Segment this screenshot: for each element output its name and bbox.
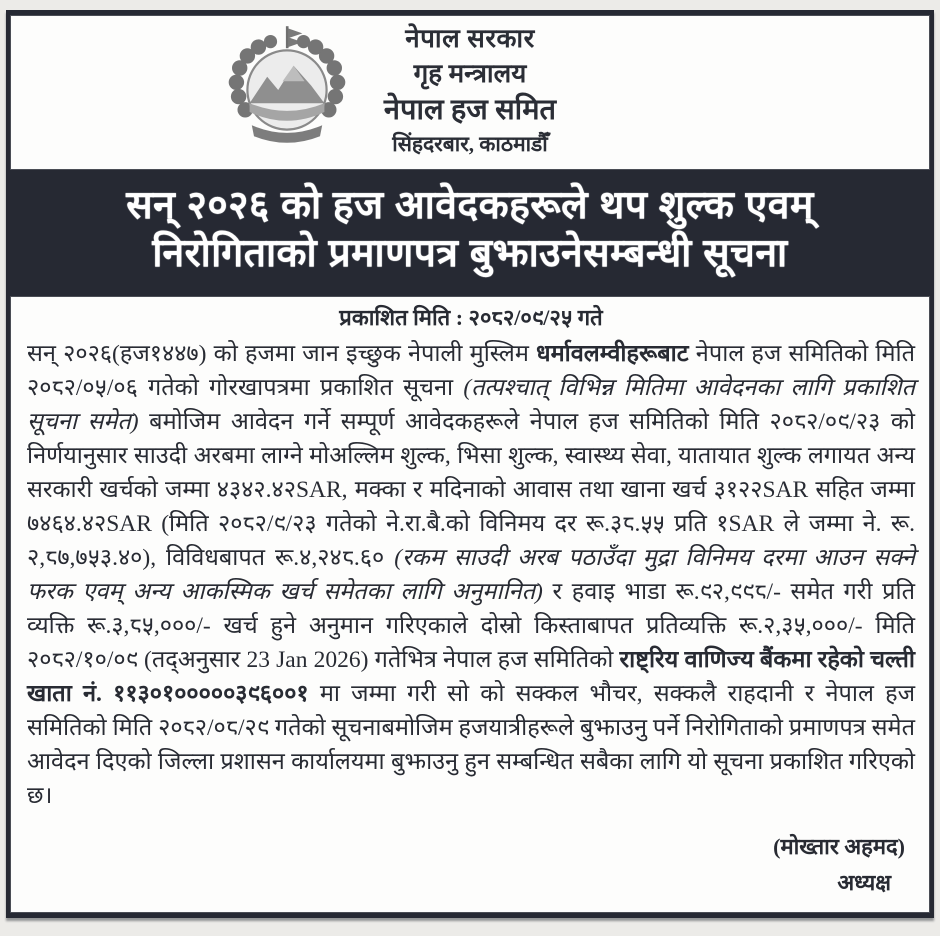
body-text-run: सन् २०२६(हज१४४७) को हजमा जान इच्छुक नेपाली मुस्लिम: [27, 341, 537, 367]
body-text-run: र हवाइ भाडा रू.९२,९९८/- समेत गरी प्रति व्यक्ति रू.३,८५,०००/- खर्च हुने अनुमान गरिएकाले दोस्रो किस्ताबापत प्रतिव्यक्ति रू.२,३५,०००/- मिति २०८२/१०/०९ (तद्अनुसार 23 Jan 2026) गतेभित्र नेपाल हज समितिको: [27, 579, 915, 673]
published-date-line: प्रकाशित मिति : २०८२/०९/२५ गते: [339, 305, 603, 330]
signatory-title: अध्यक्ष: [837, 870, 891, 895]
address-line: सिंहदरबार, काठमाडौँ: [392, 132, 548, 156]
signature-block: [27, 829, 915, 901]
letterhead: [10, 15, 930, 170]
body-text-run: धर्मावलम्वीहरूबाट: [536, 341, 689, 367]
notice-title-banner: [10, 170, 930, 296]
body-text-run: नेपाल हज समितिको मिति २०८२/०५/०६ गतेको गोरखापत्रमा प्रकाशित सूचना: [27, 341, 915, 401]
notice-paragraph: [27, 337, 915, 813]
body-text-run: मा जम्मा गरी सो को सक्कल भौचर, सक्कलै राहदानी र नेपाल हज समितिको मिति २०८२/०८/२९ गतेको सूचनाबमोजिम हजयात्रीहरूले बुझाउनु पर्ने निरोगिताको प्रमाणपत्र समेत आवेदन दिएको जिल्ला प्रशासन कार्यालयमा बुझाउनु हुन सम्बन्धित सबैका लागि यो सूचना प्रकाशित गरिएको छ।: [27, 681, 916, 809]
notice-title-line-2: निरोगिताको प्रमाणपत्र बुझाउनेसम्बन्धी सूचना: [152, 232, 788, 275]
ministry-name: गृह मन्त्रालय: [413, 59, 527, 88]
notice-body-panel: [10, 296, 930, 913]
body-text-run: राष्ट्रिय वाणिज्य बैंकमा रहेको चल्ती खाता नं. ११३०१०००००३९६००१: [27, 647, 915, 707]
signatory-name: (मोख्तार अहमद): [773, 834, 905, 859]
body-text-run: बमोजिम आवेदन गर्ने सम्पूर्ण आवेदकहरूले नेपाल हज समितिको मिति २०८२/०९/२३ को निर्णयानुसार साउदी अरबमा लाग्ने मोअल्लिम शुल्क, भिसा शुल्क, स्वास्थ्य सेवा, यातायात शुल्क लगायत अन्य सरकारी खर्चको जम्मा ४३४२.४२SAR, मक्का र मदिनाको आवास तथा खाना खर्च ३१२२SAR सहित जम्मा ७४६४.४२SAR (मिति २०८२/९/२३ गतेको ने.रा.बै.को विनिमय दर रू.३८.५५ प्रति १SAR ले जम्मा ने. रू. २,८७,७५३.४०), विविधबापत रू.४,२४८.६०: [27, 409, 915, 571]
body-text-run: (रकम साउदी अरब पठाउँदा मुद्रा विनिमय दरमा आउन सक्ने फरक एवम् अन्य आकस्मिक खर्च समेतका लागि अनुमानित): [27, 545, 916, 605]
notice-document: [6, 10, 934, 918]
committee-name: नेपाल हज समित: [383, 94, 557, 126]
body-text-run: (तत्पश्चात् विभिन्न मितिमा आवेदनका लागि प्रकाशित सूचना समेत): [27, 375, 915, 435]
government-name: नेपाल सरकार: [405, 24, 535, 53]
notice-title-line-1: सन् २०२६ को हज आवेदकहरूले थप शुल्क एवम्: [126, 184, 814, 227]
letterhead-text: [11, 22, 929, 159]
